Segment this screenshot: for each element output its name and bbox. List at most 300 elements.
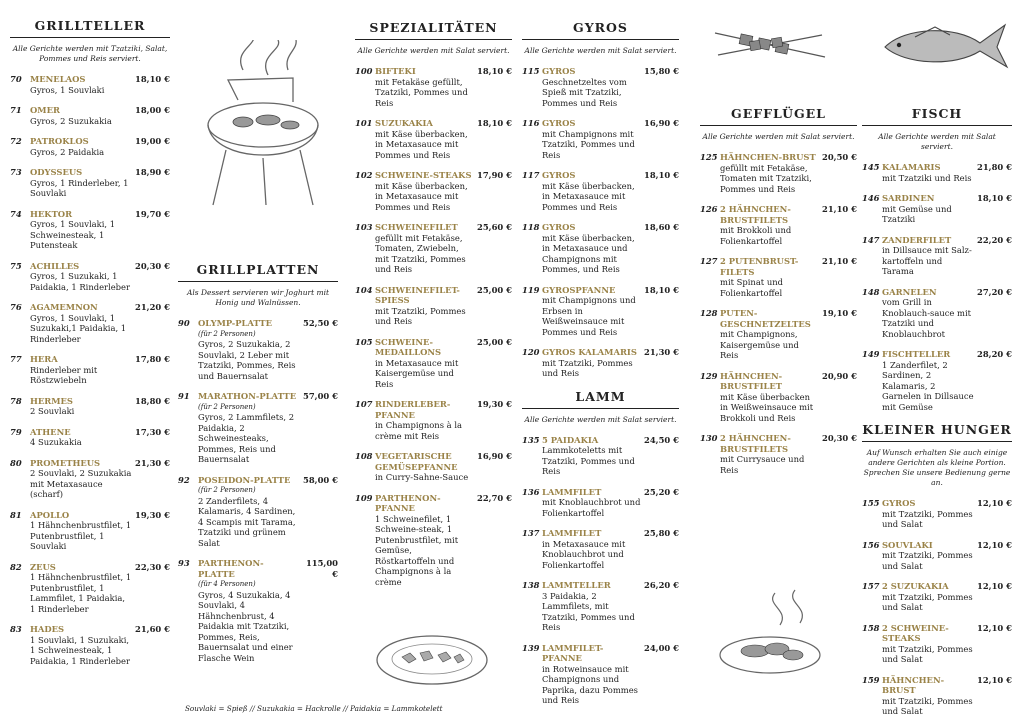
item-body xyxy=(720,256,819,298)
item-name: ATHENE xyxy=(30,426,71,437)
item-number: 145 xyxy=(862,162,880,172)
item-price: 52,50 € xyxy=(303,318,338,328)
spezialitaeten-title: SPEZIALITÄTEN xyxy=(355,20,512,40)
item-name: GYROSPFANNE xyxy=(542,284,616,295)
menu-item xyxy=(522,170,679,212)
item-price: 22,30 € xyxy=(135,561,170,572)
fisch-list xyxy=(862,162,1012,412)
item-description: in Champignons à la crème mit Reis xyxy=(375,420,462,441)
item-body xyxy=(882,498,974,530)
item-price: 28,20 € xyxy=(977,349,1012,359)
item-body xyxy=(30,354,132,386)
item-number: 79 xyxy=(10,426,22,437)
menu-item xyxy=(862,287,1012,340)
item-description: in Rotweinsauce mit Champignons und Paprika, dazu Pommes und Reis xyxy=(542,663,638,705)
item-number: 146 xyxy=(862,193,880,203)
item-number: 90 xyxy=(178,318,190,328)
item-description: mit Gemüse und Tzatziki xyxy=(882,203,952,224)
item-description: mit Käse überbacken, in Metaxasauce und Champignons mit Pommes, und Reis xyxy=(542,232,635,274)
item-body xyxy=(542,170,641,212)
item-body xyxy=(30,396,132,417)
item-description: 2 Souvlaki xyxy=(30,406,75,416)
item-name: LAMMFILET xyxy=(542,528,602,538)
item-number: 75 xyxy=(10,260,22,271)
menu-item xyxy=(10,74,170,95)
item-description: Gyros, 1 Souvlaki, 1 Suzukaki,1 Paidakia, 1 Rinderleber xyxy=(30,312,127,344)
item-number: 108 xyxy=(355,451,373,461)
lamm-title: LAMM xyxy=(522,389,679,409)
item-body xyxy=(375,493,474,588)
item-body xyxy=(882,162,974,183)
item-number: 76 xyxy=(10,302,22,312)
glossary-footnote: Souvlaki = Spieß // Suzukakia = Hackrolle // Paidakia = Lammkotelett xyxy=(185,704,443,713)
item-description: 3 Paidakia, 2 Lammfilets, mit Tzatziki, Pommes und Reis xyxy=(542,590,635,632)
grillteller-list xyxy=(10,74,170,666)
item-body xyxy=(542,66,641,108)
item-name: GYROS xyxy=(882,498,916,508)
item-name: PARTHENON-PFANNE xyxy=(375,492,441,513)
item-number: 137 xyxy=(522,528,540,538)
grillteller-note: Alle Gerichte werden mit Tzatziki, Salat, Pommes und Reis serviert. xyxy=(12,44,168,63)
column-grillteller xyxy=(10,0,170,676)
item-description: Lammkoteletts mit Tzatziki, Pommes und Reis xyxy=(542,445,635,476)
item-name: SCHWEINEFILET-SPIESS xyxy=(375,284,460,305)
item-number: 74 xyxy=(10,208,22,219)
item-portion-note: (für 2 Personen) xyxy=(198,486,256,494)
column-spezialitaeten xyxy=(355,0,512,597)
item-number: 101 xyxy=(355,118,373,128)
item-name: POSEIDON-PLATTE xyxy=(198,474,291,485)
item-number: 73 xyxy=(10,167,22,177)
item-price: 18,10 € xyxy=(135,74,170,84)
item-number: 82 xyxy=(10,561,22,572)
gefluegel-list xyxy=(700,152,857,475)
item-number: 102 xyxy=(355,170,373,180)
item-number: 109 xyxy=(355,492,373,503)
item-body xyxy=(882,675,974,717)
item-body xyxy=(720,371,819,424)
item-name: OMER xyxy=(30,105,60,115)
item-price: 21,80 € xyxy=(977,162,1012,172)
menu-item xyxy=(10,209,170,251)
grillteller-title: GRILLTELLER xyxy=(10,18,170,38)
item-description: in Curry-Sahne-Sauce xyxy=(375,472,469,482)
spezialitaeten-note: Alle Gerichte werden mit Salat serviert. xyxy=(357,46,510,55)
item-description: mit Tzatziki, Pommes und Salat xyxy=(882,643,973,664)
item-description: 2 Zanderfilets, 4 Kalamaris, 4 Sardinen, 4 Scampis mit Tarama, Tzatziki und grünem Salat xyxy=(198,495,296,548)
item-description: in Dillsauce mit Salz-kartoffeln und Tarama xyxy=(882,245,972,276)
item-description: mit Fetakäse gefüllt, Tzatziki, Pommes und Reis xyxy=(375,76,468,108)
item-number: 157 xyxy=(862,581,880,591)
item-name: LAMMFILET xyxy=(542,486,602,497)
menu-item xyxy=(10,105,170,126)
item-body xyxy=(30,624,132,666)
item-price: 16,90 € xyxy=(644,118,679,128)
item-price: 24,00 € xyxy=(644,642,679,653)
item-price: 12,10 € xyxy=(977,539,1012,550)
item-number: 120 xyxy=(522,347,540,357)
lamm-list xyxy=(522,435,679,706)
item-name: LAMMFILET-PFANNE xyxy=(542,642,604,663)
menu-item xyxy=(522,435,679,477)
item-description: 1 Souvlaki, 1 Suzukaki, 1 Schweinesteak, 1 Paidakia, 1 Rinderleber xyxy=(30,634,131,666)
item-description: Gyros, 2 Suzukakia xyxy=(30,115,112,126)
item-description: mit Tzatziki, Pommes und Reis xyxy=(542,357,633,378)
menu-item xyxy=(355,118,512,160)
menu-item xyxy=(355,399,512,441)
item-name: ODYSSEUS xyxy=(30,167,83,177)
item-price: 20,30 € xyxy=(822,433,857,443)
item-name: SCHWEINE-STEAKS xyxy=(375,170,472,180)
item-price: 22,20 € xyxy=(977,234,1012,245)
item-body xyxy=(30,105,132,126)
menu-item xyxy=(522,580,679,633)
item-name: ZANDERFILET xyxy=(882,234,952,245)
item-number: 83 xyxy=(10,624,22,634)
item-description: Gyros, 1 Souvlaki, 1 Schweinesteak, 1 Putensteak xyxy=(30,219,116,250)
menu-item xyxy=(522,643,679,706)
item-name: PROMETHEUS xyxy=(30,457,101,468)
menu-item xyxy=(522,222,679,275)
kleiner-hunger-title: KLEINER HUNGER xyxy=(862,422,1012,442)
item-body xyxy=(720,152,819,194)
item-name: HERA xyxy=(30,354,58,364)
item-name: HÄHNCHEN-BRUST xyxy=(882,674,945,695)
item-description: mit Tzatziki, Pommes und Salat xyxy=(882,550,973,571)
item-price: 19,00 € xyxy=(135,136,170,146)
item-name: GARNELEN xyxy=(882,286,937,297)
grillplatten-list xyxy=(178,318,338,663)
item-price: 19,30 € xyxy=(477,399,512,409)
item-price: 20,50 € xyxy=(822,152,857,162)
item-body xyxy=(198,391,300,465)
menu-item xyxy=(700,152,857,194)
item-description: mit Champignons und Erbsen in Weißweinsauce mit Pommes und Reis xyxy=(542,295,636,337)
item-description: mit Knoblauchbrot und Folienkartoffel xyxy=(542,497,641,518)
item-name: GYROS xyxy=(542,118,576,128)
column-gefluegel xyxy=(700,0,857,485)
menu-item xyxy=(355,493,512,588)
item-number: 71 xyxy=(10,105,22,115)
item-name: LAMMTELLER xyxy=(542,580,611,590)
item-body xyxy=(30,302,132,344)
kleiner-hunger-note: Auf Wunsch erhalten Sie auch einige andere Gerichten als kleine Portion. Sprechen Sie unsere Bedienung gerne an. xyxy=(863,448,1011,487)
item-name: SARDINEN xyxy=(882,193,935,203)
item-name: AGAMEMNON xyxy=(30,302,98,312)
item-number: 149 xyxy=(862,349,880,359)
item-price: 18,80 € xyxy=(135,395,170,406)
item-number: 139 xyxy=(522,642,540,653)
item-price: 21,10 € xyxy=(822,204,857,214)
item-body xyxy=(375,451,474,483)
item-description: mit Käse überbacken, in Metaxasauce mit Pommes und Reis xyxy=(375,180,468,212)
item-description: Geschnetzeltes vom Spieß mit Tzatziki, Pommes und Reis xyxy=(542,76,627,108)
column-fisch-kleiner-hunger xyxy=(862,0,1012,727)
item-description: Gyros, 4 Suzukakia, 4 Souvlaki, 4 Hähnchenbrust, 4 Paidakia mit Tzatziki, Pommes, Reis, Bauernsalat und einer Flasche Wein xyxy=(198,589,293,663)
item-body xyxy=(375,399,474,441)
menu-item xyxy=(10,354,170,386)
menu-item xyxy=(355,222,512,275)
item-body xyxy=(882,287,974,340)
item-name: 5 PAIDAKIA xyxy=(542,434,599,445)
item-body xyxy=(542,118,641,160)
item-name: 2 HÄHNCHEN-BRUSTFILETS xyxy=(720,433,791,454)
menu-item xyxy=(355,451,512,483)
item-name: ZEUS xyxy=(30,561,56,572)
item-description: mit Tzatziki, Pommes und Salat xyxy=(882,695,973,716)
item-body xyxy=(30,74,132,95)
menu-item xyxy=(862,675,1012,717)
fisch-note: Alle Gerichte werden mit Salat serviert. xyxy=(878,132,996,151)
item-price: 12,10 € xyxy=(977,581,1012,591)
item-body xyxy=(375,222,474,275)
item-description: Gyros, 1 Souvlaki xyxy=(30,84,105,95)
menu-item xyxy=(522,118,679,160)
grill-illustration xyxy=(198,40,328,210)
item-name: SCHWEINEFILET xyxy=(375,222,458,232)
item-number: 119 xyxy=(522,284,540,295)
item-body xyxy=(30,261,132,293)
gefluegel-note: Alle Gerichte werden mit Salat serviert. xyxy=(702,132,855,141)
item-number: 136 xyxy=(522,486,540,497)
item-description: gefüllt mit Fetakäse, Tomaten mit Tzatziki, Pommes und Reis xyxy=(720,162,812,194)
item-name: VEGETARISCHE GEMÜSEPFANNE xyxy=(375,451,458,472)
item-body xyxy=(720,204,819,246)
item-price: 21,30 € xyxy=(135,457,170,468)
item-number: 117 xyxy=(522,170,540,180)
item-name: BIFTEKI xyxy=(375,66,416,76)
item-price: 12,10 € xyxy=(977,498,1012,508)
menu-item xyxy=(10,510,170,552)
item-description: gefüllt mit Fetakäse, Tomaten, Zwiebeln, mit Tzatziki, Pommes und Reis xyxy=(375,232,466,274)
menu-item xyxy=(178,558,338,663)
item-name: GYROS xyxy=(542,66,576,76)
item-description: mit Champignons mit Tzatziki, Pommes und Reis xyxy=(542,128,635,160)
item-name: HEKTOR xyxy=(30,208,73,219)
item-number: 148 xyxy=(862,286,880,297)
item-body xyxy=(542,435,641,477)
item-body xyxy=(30,167,132,199)
menu-item xyxy=(10,562,170,615)
fisch-title: FISCH xyxy=(862,106,1012,126)
item-name: PARTHENON-PLATTE xyxy=(198,558,264,579)
item-name: GYROS xyxy=(542,170,576,180)
item-number: 77 xyxy=(10,354,22,364)
item-number: 127 xyxy=(700,256,718,266)
item-price: 21,60 € xyxy=(135,624,170,634)
item-number: 129 xyxy=(700,370,718,381)
gyros-note: Alle Gerichte werden mit Salat serviert. xyxy=(524,46,677,55)
menu-item xyxy=(862,498,1012,530)
item-number: 78 xyxy=(10,395,22,406)
item-body xyxy=(882,623,974,665)
item-price: 19,10 € xyxy=(822,308,857,318)
item-description: 4 Suzukakia xyxy=(30,437,82,447)
item-number: 70 xyxy=(10,74,22,84)
item-name: 2 SCHWEINE-STEAKS xyxy=(882,622,949,643)
item-number: 81 xyxy=(10,509,22,520)
item-body xyxy=(542,487,641,519)
item-name: GYROS xyxy=(542,222,576,232)
menu-item xyxy=(522,487,679,519)
item-price: 58,00 € xyxy=(303,474,338,485)
item-price: 57,00 € xyxy=(303,391,338,401)
item-number: 115 xyxy=(522,66,540,76)
menu-item xyxy=(522,528,679,570)
item-description: mit Tzatziki, Pommes und Salat xyxy=(882,591,973,612)
menu-item xyxy=(178,475,338,549)
item-number: 135 xyxy=(522,434,540,445)
item-price: 21,10 € xyxy=(822,256,857,266)
item-price: 18,10 € xyxy=(644,170,679,180)
menu-item xyxy=(10,458,170,500)
item-name: HERMES xyxy=(30,395,73,406)
item-body xyxy=(542,528,641,570)
item-body xyxy=(882,349,974,412)
item-number: 126 xyxy=(700,204,718,214)
item-name: SCHWEINE-MEDAILLONS xyxy=(375,336,442,357)
grillplatten-title: GRILLPLATTEN xyxy=(178,262,338,282)
menu-item xyxy=(10,427,170,448)
menu-item xyxy=(178,391,338,465)
item-description: vom Grill in Knoblauch-sauce mit Tzatziki und Knoblauchbrot xyxy=(882,297,972,339)
item-description: mit Käse überbacken in Weißweinsauce mit Brokkoli und Reis xyxy=(720,391,814,423)
menu-item xyxy=(862,349,1012,412)
menu-item xyxy=(522,347,679,379)
item-description: mit Tzatziki, Pommes und Salat xyxy=(882,508,973,529)
item-body xyxy=(542,285,641,338)
item-name: SOUVLAKI xyxy=(882,539,933,550)
menu-item xyxy=(862,235,1012,277)
plate-illustration xyxy=(372,625,492,690)
item-price: 27,20 € xyxy=(977,286,1012,297)
item-price: 18,00 € xyxy=(135,105,170,115)
steam-plate-illustration xyxy=(715,585,835,680)
item-body xyxy=(30,136,132,157)
item-price: 25,00 € xyxy=(477,284,512,295)
item-number: 104 xyxy=(355,284,373,295)
menu-item xyxy=(355,285,512,327)
item-number: 118 xyxy=(522,222,540,232)
item-description: mit Käse überbacken, in Metaxasauce mit Pommes und Reis xyxy=(375,128,468,160)
item-name: MARATHON-PLATTE xyxy=(198,391,297,401)
item-price: 20,90 € xyxy=(822,370,857,381)
gefluegel-title: GEFFLÜGEL xyxy=(700,106,857,126)
menu-item xyxy=(10,261,170,293)
item-description: Gyros, 2 Suzukakia, 2 Souvlaki, 2 Leber mit Tzatziki, Pommes, Reis und Bauernsalat xyxy=(198,339,296,381)
item-price: 18,10 € xyxy=(477,118,512,128)
item-portion-note: (für 2 Personen) xyxy=(198,329,256,338)
item-description: mit Tzatziki, Pommes und Reis xyxy=(375,305,466,326)
item-price: 20,30 € xyxy=(135,260,170,271)
item-name: 2 HÄHNCHEN-BRUSTFILETS xyxy=(720,204,791,225)
item-price: 12,10 € xyxy=(977,622,1012,633)
item-number: 158 xyxy=(862,622,880,633)
item-number: 130 xyxy=(700,433,718,443)
menu-item xyxy=(355,170,512,212)
item-description: 1 Hähnchenbrustfilet, 1 Putenbrustfilet, 1 Souvlaki xyxy=(30,520,132,551)
item-body xyxy=(30,458,132,500)
item-body xyxy=(198,318,300,381)
item-name: 2 SUZUKAKIA xyxy=(882,581,949,591)
item-body xyxy=(720,308,819,361)
item-body xyxy=(542,580,641,633)
item-name: FISCHTELLER xyxy=(882,349,951,359)
item-portion-note: (für 2 Personen) xyxy=(198,402,256,411)
item-number: 103 xyxy=(355,222,373,232)
item-description: Gyros, 2 Paidakia xyxy=(30,146,105,157)
item-description: 1 Schweinefilet, 1 Schweine-steak, 1 Putenbrustfilet, mit Gemüse, Röstkartoffeln und Champignons à la crème xyxy=(375,513,459,587)
item-number: 92 xyxy=(178,474,190,485)
item-price: 25,20 € xyxy=(644,486,679,497)
menu-item xyxy=(862,540,1012,572)
kleiner-hunger-list xyxy=(862,498,1012,717)
lamm-note: Alle Gerichte werden mit Salat serviert. xyxy=(524,414,677,424)
item-name: MENELAOS xyxy=(30,74,86,84)
item-name: HÄHNCHEN-BRUSTFILET xyxy=(720,370,783,391)
item-body xyxy=(30,562,132,615)
menu-item xyxy=(522,285,679,338)
menu-item xyxy=(355,66,512,108)
item-price: 18,10 € xyxy=(644,284,679,295)
item-body xyxy=(375,66,474,108)
item-price: 17,80 € xyxy=(135,354,170,364)
item-price: 18,10 € xyxy=(477,66,512,76)
menu-item xyxy=(355,337,512,390)
item-body xyxy=(882,235,974,277)
item-description: Gyros, 1 Rinderleber, 1 Souvlaki xyxy=(30,177,129,198)
item-body xyxy=(542,222,641,275)
item-number: 105 xyxy=(355,336,373,347)
item-price: 18,90 € xyxy=(135,167,170,177)
item-price: 115,00 € xyxy=(305,558,338,579)
item-description: 1 Zanderfilet, 2 Sardinen, 2 Kalamaris, 2 Garnelen in Dillsauce mit Gemüse xyxy=(882,359,974,412)
item-body xyxy=(375,170,474,212)
item-description: Rinderleber mit Röstzwiebeln xyxy=(30,364,98,385)
grillplatten-note: Als Dessert servieren wir Joghurt mit Honig und Walnüssen. xyxy=(186,288,330,307)
item-number: 159 xyxy=(862,674,880,685)
item-body xyxy=(30,510,132,552)
menu-item xyxy=(862,623,1012,665)
item-name: PUTEN-GESCHNETZELTES xyxy=(720,308,811,329)
item-name: HADES xyxy=(30,624,65,634)
menu-item xyxy=(178,318,338,381)
item-price: 15,80 € xyxy=(644,66,679,76)
item-price: 25,60 € xyxy=(477,222,512,232)
item-price: 25,00 € xyxy=(477,336,512,347)
item-number: 156 xyxy=(862,539,880,550)
item-description: mit Tzatziki und Reis xyxy=(882,172,972,183)
item-name: GYROS KALAMARIS xyxy=(542,347,637,357)
item-number: 107 xyxy=(355,399,373,409)
menu-item xyxy=(10,624,170,666)
item-description: in Metaxasauce mit Knoblauchbrot und Folienkartoffel xyxy=(542,538,626,570)
item-name: SUZUKAKIA xyxy=(375,118,433,128)
item-body xyxy=(375,118,474,160)
item-body xyxy=(882,540,974,572)
column-grillplatten xyxy=(178,0,338,673)
menu-item xyxy=(862,193,1012,225)
menu-item xyxy=(10,136,170,157)
item-price: 26,20 € xyxy=(644,580,679,590)
item-number: 147 xyxy=(862,234,880,245)
menu-item xyxy=(522,66,679,108)
item-body xyxy=(542,643,641,706)
item-price: 19,30 € xyxy=(135,509,170,520)
item-price: 17,90 € xyxy=(477,170,512,180)
item-description: mit Brokkoli und Folienkartoffel xyxy=(720,225,792,246)
item-body xyxy=(375,285,474,327)
